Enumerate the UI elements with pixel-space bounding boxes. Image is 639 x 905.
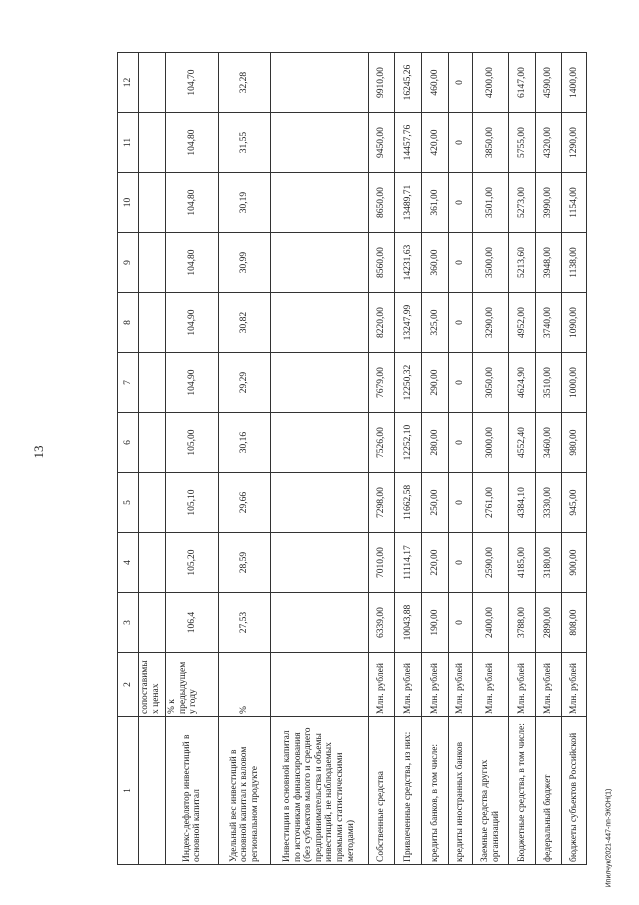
value-cell: 4200,00: [473, 53, 509, 113]
value-cell: 29,66: [219, 473, 270, 533]
row-name: Удельный вес инвестиций в основной капитал к валовом региональном продукте: [219, 717, 270, 865]
value-cell: 30,16: [219, 413, 270, 473]
value-cell: 420,00: [422, 113, 449, 173]
value-cell: 7526,00: [368, 413, 395, 473]
column-header: 10: [118, 173, 139, 233]
value-cell: 10043,88: [395, 593, 422, 653]
table-row: [166, 53, 219, 865]
value-cell: 1290,00: [562, 113, 587, 173]
value-cell: [139, 473, 166, 533]
value-cell: 4590,00: [535, 53, 562, 113]
value-cell: 29,29: [219, 353, 270, 413]
row-unit: сопоставимы х ценах: [139, 653, 166, 717]
table-body: [139, 53, 587, 865]
value-cell: 104,80: [166, 113, 219, 173]
value-cell: 3948,00: [535, 233, 562, 293]
value-cell: 3850,00: [473, 113, 509, 173]
value-cell: 2590,00: [473, 533, 509, 593]
value-cell: 12252,10: [395, 413, 422, 473]
value-cell: 32,28: [219, 53, 270, 113]
value-cell: 3330,00: [535, 473, 562, 533]
row-unit: Млн. рублей: [562, 653, 587, 717]
value-cell: 106,4: [166, 593, 219, 653]
row-name: Привлеченные средства, из них:: [395, 717, 422, 865]
value-cell: 460,00: [422, 53, 449, 113]
value-cell: [270, 473, 368, 533]
value-cell: 1154,00: [562, 173, 587, 233]
value-cell: 0: [448, 293, 473, 353]
value-cell: 190,00: [422, 593, 449, 653]
row-name: Собственные средства: [368, 717, 395, 865]
value-cell: 14231,63: [395, 233, 422, 293]
value-cell: 105,00: [166, 413, 219, 473]
value-cell: [139, 173, 166, 233]
value-cell: 9450,00: [368, 113, 395, 173]
value-cell: [270, 413, 368, 473]
value-cell: 808,00: [562, 593, 587, 653]
row-name: кредиты банков, в том числе:: [422, 717, 449, 865]
investment-table: [117, 52, 587, 865]
value-cell: 7298,00: [368, 473, 395, 533]
value-cell: 0: [448, 473, 473, 533]
value-cell: 3740,00: [535, 293, 562, 353]
value-cell: 3501,00: [473, 173, 509, 233]
value-cell: 3460,00: [535, 413, 562, 473]
value-cell: 4624,90: [508, 353, 535, 413]
table-container: [117, 53, 587, 865]
value-cell: 5755,00: [508, 113, 535, 173]
column-header: 5: [118, 473, 139, 533]
value-cell: 13247,99: [395, 293, 422, 353]
column-header: 2: [118, 653, 139, 717]
value-cell: 250,00: [422, 473, 449, 533]
value-cell: 5213,60: [508, 233, 535, 293]
value-cell: 13489,71: [395, 173, 422, 233]
column-header: 8: [118, 293, 139, 353]
value-cell: 290,00: [422, 353, 449, 413]
column-header: 12: [118, 53, 139, 113]
document-code: Ипилчук/2021-447-пп-ЭКОН(1): [605, 788, 613, 888]
header-row: [118, 53, 139, 865]
row-unit: Млн. рублей: [508, 653, 535, 717]
value-cell: 3180,00: [535, 533, 562, 593]
value-cell: 12250,32: [395, 353, 422, 413]
column-header: 6: [118, 413, 139, 473]
column-header: 1: [118, 717, 139, 865]
value-cell: [139, 353, 166, 413]
table-row: [473, 53, 509, 865]
value-cell: 3500,00: [473, 233, 509, 293]
table-row: [448, 53, 473, 865]
row-unit: Млн. рублей: [395, 653, 422, 717]
value-cell: 8220,00: [368, 293, 395, 353]
column-header: 9: [118, 233, 139, 293]
value-cell: 0: [448, 113, 473, 173]
value-cell: 0: [448, 353, 473, 413]
value-cell: 7679,00: [368, 353, 395, 413]
row-name: кредиты иностранных банков: [448, 717, 473, 865]
table-row: [562, 53, 587, 865]
row-unit: Млн. рублей: [448, 653, 473, 717]
value-cell: 27,53: [219, 593, 270, 653]
value-cell: [139, 293, 166, 353]
value-cell: 2761,00: [473, 473, 509, 533]
row-unit: %: [219, 653, 270, 717]
table-row: [508, 53, 535, 865]
value-cell: 3050,00: [473, 353, 509, 413]
value-cell: 1000,00: [562, 353, 587, 413]
value-cell: 16245,26: [395, 53, 422, 113]
row-unit: [270, 653, 368, 717]
value-cell: 6147,00: [508, 53, 535, 113]
row-unit: Млн. рублей: [422, 653, 449, 717]
table-row: [270, 53, 368, 865]
value-cell: 4952,00: [508, 293, 535, 353]
column-header: 4: [118, 533, 139, 593]
value-cell: 105,20: [166, 533, 219, 593]
value-cell: [270, 353, 368, 413]
table-row: [535, 53, 562, 865]
value-cell: 3000,00: [473, 413, 509, 473]
value-cell: [139, 533, 166, 593]
value-cell: [270, 173, 368, 233]
row-name: федеральный бюджет: [535, 717, 562, 865]
column-header: 11: [118, 113, 139, 173]
table-row: [219, 53, 270, 865]
value-cell: [270, 533, 368, 593]
row-name: Заемные средства других организаций: [473, 717, 509, 865]
value-cell: 30,82: [219, 293, 270, 353]
column-header: 3: [118, 593, 139, 653]
value-cell: 0: [448, 533, 473, 593]
value-cell: 8560,00: [368, 233, 395, 293]
value-cell: 1138,00: [562, 233, 587, 293]
row-unit: % к предыдущем у году: [166, 653, 219, 717]
value-cell: 1090,00: [562, 293, 587, 353]
value-cell: 30,99: [219, 233, 270, 293]
row-unit: Млн. рублей: [535, 653, 562, 717]
value-cell: [270, 53, 368, 113]
value-cell: 0: [448, 53, 473, 113]
table-row: [422, 53, 449, 865]
row-name: Бюджетные средства, в том числе:: [508, 717, 535, 865]
value-cell: 31,55: [219, 113, 270, 173]
table-row: [395, 53, 422, 865]
value-cell: 945,00: [562, 473, 587, 533]
value-cell: 14457,76: [395, 113, 422, 173]
value-cell: 11114,17: [395, 533, 422, 593]
value-cell: 4552,40: [508, 413, 535, 473]
value-cell: 0: [448, 233, 473, 293]
value-cell: 3990,00: [535, 173, 562, 233]
value-cell: 2890,00: [535, 593, 562, 653]
value-cell: 0: [448, 173, 473, 233]
value-cell: 28,59: [219, 533, 270, 593]
value-cell: [139, 593, 166, 653]
value-cell: 8650,00: [368, 173, 395, 233]
value-cell: [139, 413, 166, 473]
value-cell: 3290,00: [473, 293, 509, 353]
value-cell: 104,90: [166, 293, 219, 353]
value-cell: 104,90: [166, 353, 219, 413]
value-cell: [139, 113, 166, 173]
value-cell: 4185,00: [508, 533, 535, 593]
row-name: Инвестиции в основной капитал по источникам финансирования (без субъектов малого и среднего предпринимательства и объемы инвестиций, не наблюдаемых прямыми статистическими методами): [270, 717, 368, 865]
value-cell: 6339,00: [368, 593, 395, 653]
value-cell: 4320,00: [535, 113, 562, 173]
value-cell: 0: [448, 413, 473, 473]
value-cell: 900,00: [562, 533, 587, 593]
table-row: [368, 53, 395, 865]
row-name: Индекс-дефлятор инвестиций в основной капитал: [166, 717, 219, 865]
column-header: 7: [118, 353, 139, 413]
row-name: [139, 717, 166, 865]
value-cell: 30,19: [219, 173, 270, 233]
row-unit: Млн. рублей: [368, 653, 395, 717]
value-cell: 0: [448, 593, 473, 653]
value-cell: [270, 293, 368, 353]
value-cell: 360,00: [422, 233, 449, 293]
row-unit: Млн. рублей: [473, 653, 509, 717]
value-cell: 3788,00: [508, 593, 535, 653]
value-cell: 104,80: [166, 233, 219, 293]
value-cell: 361,00: [422, 173, 449, 233]
value-cell: 325,00: [422, 293, 449, 353]
value-cell: [270, 233, 368, 293]
value-cell: 104,70: [166, 53, 219, 113]
value-cell: 280,00: [422, 413, 449, 473]
value-cell: 220,00: [422, 533, 449, 593]
value-cell: 3510,00: [535, 353, 562, 413]
value-cell: 2400,00: [473, 593, 509, 653]
value-cell: [139, 53, 166, 113]
value-cell: 104,80: [166, 173, 219, 233]
value-cell: 105,10: [166, 473, 219, 533]
value-cell: 4384,10: [508, 473, 535, 533]
page-number: 13: [31, 445, 46, 459]
value-cell: 5273,00: [508, 173, 535, 233]
value-cell: 1400,00: [562, 53, 587, 113]
value-cell: 9910,00: [368, 53, 395, 113]
value-cell: 11662,58: [395, 473, 422, 533]
value-cell: [270, 113, 368, 173]
value-cell: 7010,00: [368, 533, 395, 593]
value-cell: [270, 593, 368, 653]
row-name: бюджеты субъектов Российской: [562, 717, 587, 865]
value-cell: 980,00: [562, 413, 587, 473]
table-row: [139, 53, 166, 865]
value-cell: [139, 233, 166, 293]
